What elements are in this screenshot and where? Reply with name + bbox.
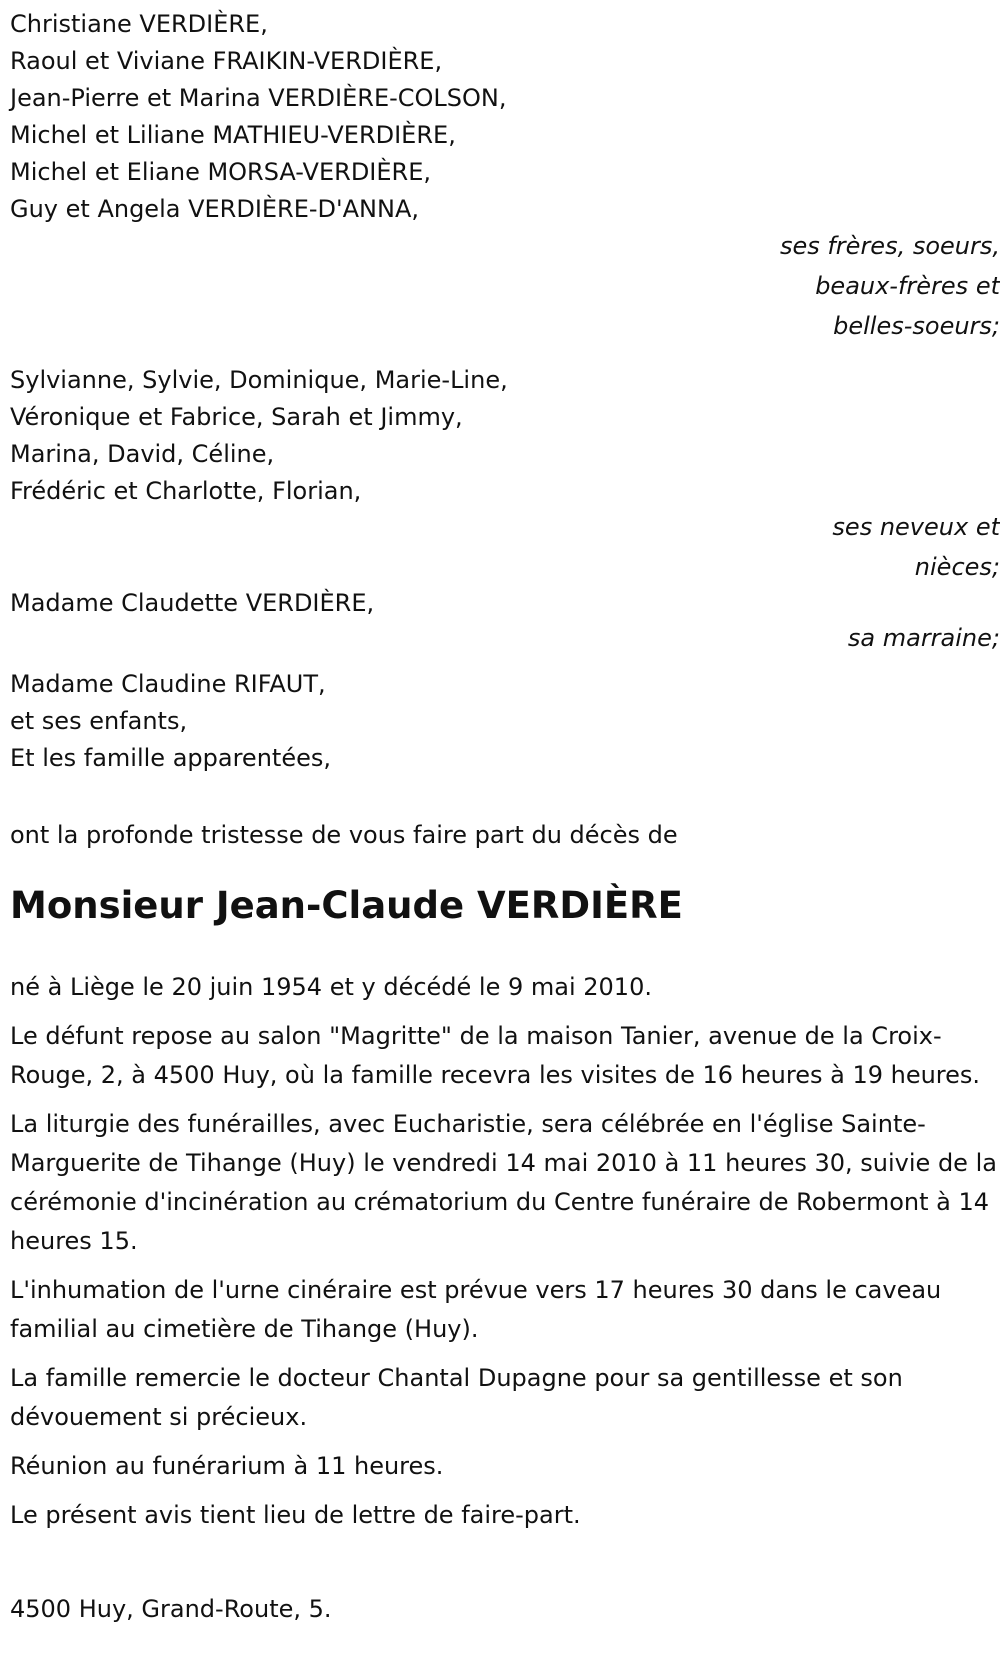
family-group-siblings — [10, 6, 970, 228]
family-member: Raoul et Viviane FRAIKIN-VERDIÈRE, — [10, 47, 443, 75]
relation-nephews — [10, 507, 1000, 587]
death-notice — [10, 6, 1000, 1628]
family-member: Madame Claudine RIFAUT, — [10, 670, 326, 698]
family-member: Madame Claudette VERDIÈRE, — [10, 589, 375, 617]
notice-paragraph: Réunion au funérarium à 11 heures. — [10, 1452, 444, 1480]
notice-paragraph: Le présent avis tient lieu de lettre de faire-part. — [10, 1501, 581, 1529]
relation-line: nièces; — [914, 553, 1000, 581]
relation-godmother — [10, 618, 1000, 658]
deceased-name: Monsieur Jean-Claude VERDIÈRE — [10, 884, 683, 927]
address: 4500 Huy, Grand-Route, 5. — [10, 1595, 332, 1623]
family-group-nephews — [10, 362, 970, 510]
family-member: Michel et Liliane MATHIEU-VERDIÈRE, — [10, 121, 456, 149]
family-member: Véronique et Fabrice, Sarah et Jimmy, — [10, 403, 463, 431]
relation-line: ses neveux et — [832, 513, 1000, 541]
family-member: Michel et Eliane MORSA-VERDIÈRE, — [10, 158, 432, 186]
family-member: et ses enfants, — [10, 707, 188, 735]
relation-siblings — [10, 226, 1000, 346]
relation-line: ses frères, soeurs, — [779, 232, 1000, 260]
notice-paragraph: La liturgie des funérailles, avec Eucharistie, sera célébrée en l'église Sainte-Marguerite de Tihange (Huy) le vendredi 14 mai 2010 à 11 heures 30, suivie de la cérémonie d'incinération au crématorium du Centre funéraire de Robermont à 14 heures 15. — [10, 1110, 997, 1255]
relation-line: sa marraine; — [847, 624, 1000, 652]
family-member: Jean-Pierre et Marina VERDIÈRE-COLSON, — [10, 84, 507, 112]
family-member: Sylvianne, Sylvie, Dominique, Marie-Line, — [10, 366, 508, 394]
notice-paragraph: L'inhumation de l'urne cinéraire est prévue vers 17 heures 30 dans le caveau familial au cimetière de Tihange (Huy). — [10, 1276, 942, 1343]
notice-paragraph: Le défunt repose au salon "Magritte" de la maison Tanier, avenue de la Croix-Rouge, 2, à 4500 Huy, où la famille recevra les visites de 16 heures à 19 heures. — [10, 1022, 981, 1089]
family-member: Et les famille apparentées, — [10, 744, 331, 772]
notice-body — [10, 968, 997, 1535]
family-member: Guy et Angela VERDIÈRE-D'ANNA, — [10, 195, 420, 223]
family-member: Marina, David, Céline, — [10, 440, 275, 468]
announcement-intro: ont la profonde tristesse de vous faire part du décès de — [10, 821, 678, 849]
notice-paragraph: La famille remercie le docteur Chantal Dupagne pour sa gentillesse et son dévouement si précieux. — [10, 1364, 903, 1431]
relation-line: belles-soeurs; — [833, 312, 1000, 340]
family-member: Frédéric et Charlotte, Florian, — [10, 477, 362, 505]
family-member: Christiane VERDIÈRE, — [10, 10, 268, 38]
notice-paragraph: né à Liège le 20 juin 1954 et y décédé le 9 mai 2010. — [10, 973, 652, 1001]
family-group-others — [10, 666, 970, 777]
family-group-godmother — [10, 585, 970, 622]
relation-line: beaux-frères et — [815, 272, 1000, 300]
